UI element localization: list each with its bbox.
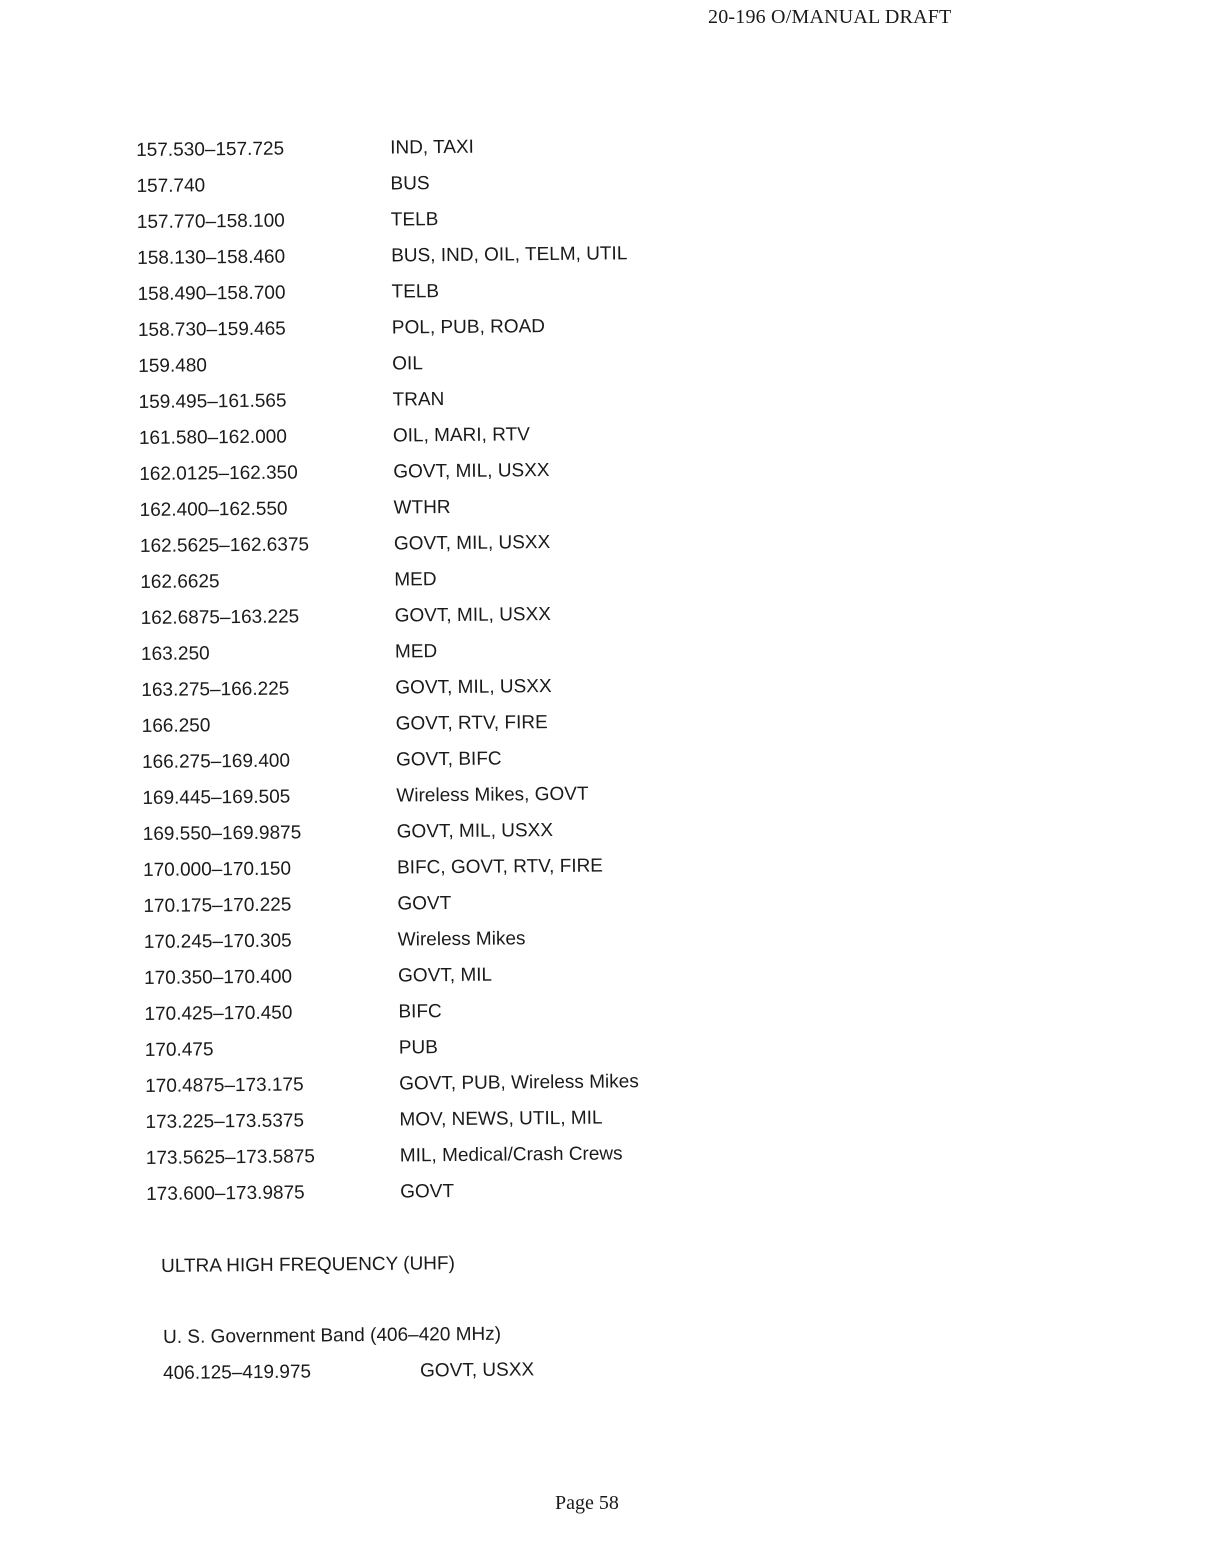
allocation-row <box>142 775 742 817</box>
service-users: GOVT, MIL, USXX <box>393 460 550 483</box>
service-users: GOVT, USXX <box>419 1359 535 1382</box>
page-number: Page 58 <box>555 1492 619 1514</box>
frequency-range: 158.130–158.460 <box>137 246 286 269</box>
service-users: GOVT <box>400 1180 455 1203</box>
allocation-row <box>140 523 740 565</box>
frequency-range: 173.600–173.9875 <box>146 1182 305 1205</box>
frequency-range: 170.4875–173.175 <box>145 1074 304 1097</box>
allocation-row <box>141 631 741 673</box>
frequency-range: 159.495–161.565 <box>138 390 287 413</box>
service-users: GOVT, MIL <box>398 964 493 987</box>
allocation-row <box>144 991 744 1033</box>
service-users: Wireless Mikes <box>397 928 526 951</box>
allocation-row <box>143 883 743 925</box>
allocation-row <box>138 343 738 385</box>
service-users: TRAN <box>392 389 445 411</box>
service-users: TELB <box>390 209 439 231</box>
frequency-range: 406.125–419.975 <box>163 1361 312 1384</box>
service-users: BIFC <box>398 1001 442 1023</box>
allocation-row <box>144 919 744 961</box>
service-users: GOVT, PUB, Wireless Mikes <box>399 1071 639 1095</box>
allocation-row <box>136 163 736 205</box>
frequency-range: 166.275–169.400 <box>141 750 291 773</box>
frequency-range: 157.740 <box>136 175 206 197</box>
frequency-range: 173.5625–173.5875 <box>145 1146 315 1169</box>
frequency-range: 162.400–162.550 <box>139 498 288 521</box>
frequency-range: 162.0125–162.350 <box>139 462 298 485</box>
page-header: 20-196 O/MANUAL DRAFT <box>708 6 952 28</box>
frequency-range: 163.275–166.225 <box>141 678 290 701</box>
frequency-range: 162.6875–163.225 <box>140 606 300 629</box>
service-users: Wireless Mikes, GOVT <box>396 783 589 807</box>
service-users: BUS <box>390 173 430 195</box>
allocation-row <box>139 451 739 493</box>
allocation-row <box>144 955 744 997</box>
allocation-row <box>141 667 741 709</box>
frequency-range: 158.490–158.700 <box>137 282 286 305</box>
frequency-range: 170.475 <box>144 1039 214 1061</box>
frequency-range: 162.5625–162.6375 <box>139 534 310 557</box>
allocation-row <box>146 1135 746 1177</box>
service-users: BUS, IND, OIL, TELM, UTIL <box>391 243 628 267</box>
service-users: GOVT, RTV, FIRE <box>395 712 548 735</box>
frequency-range: 159.480 <box>138 355 208 377</box>
allocation-row <box>142 739 742 781</box>
service-users: GOVT, MIL, USXX <box>396 820 554 843</box>
service-users: GOVT, MIL, USXX <box>395 676 552 699</box>
allocation-row <box>137 235 737 277</box>
frequency-range: 170.350–170.400 <box>144 966 293 989</box>
frequency-range: 161.580–162.000 <box>138 426 287 449</box>
service-users: GOVT, BIFC <box>395 748 502 771</box>
frequency-range: 166.250 <box>141 715 211 737</box>
service-users: GOVT, MIL, USXX <box>394 604 552 627</box>
allocation-row <box>145 1027 745 1069</box>
allocation-row <box>145 1099 745 1141</box>
allocation-row <box>146 1171 746 1213</box>
frequency-range: 170.245–170.305 <box>143 930 292 953</box>
frequency-range: 169.550–169.9875 <box>142 822 302 845</box>
band-title: U. S. Government Band (406–420 MHz) <box>163 1323 502 1348</box>
allocation-row <box>137 271 737 313</box>
frequency-range: 163.250 <box>140 643 210 665</box>
frequency-range: 170.000–170.150 <box>142 858 292 881</box>
allocation-row <box>137 199 737 241</box>
service-users: POL, PUB, ROAD <box>391 316 546 339</box>
allocation-row <box>138 307 738 349</box>
frequency-range: 158.730–159.465 <box>137 318 286 341</box>
allocation-row <box>143 811 743 853</box>
uhf-section-heading: ULTRA HIGH FREQUENCY (UHF) <box>161 1253 456 1277</box>
service-users: MOV, NEWS, UTIL, MIL <box>399 1107 603 1131</box>
allocation-row <box>145 1063 745 1105</box>
service-users: PUB <box>398 1037 438 1059</box>
allocation-row <box>139 487 739 529</box>
allocation-row <box>140 559 740 601</box>
allocation-row <box>140 595 740 637</box>
frequency-range: 170.425–170.450 <box>144 1002 293 1025</box>
service-users: GOVT <box>397 893 452 915</box>
service-users: GOVT, MIL, USXX <box>393 532 551 555</box>
allocation-row <box>139 415 739 457</box>
allocation-row <box>143 847 743 889</box>
frequency-range: 173.225–173.5375 <box>145 1110 305 1133</box>
service-users: IND, TAXI <box>390 136 475 159</box>
service-users: TELB <box>391 281 440 303</box>
service-users: BIFC, GOVT, RTV, FIRE <box>396 855 604 879</box>
allocation-row <box>142 703 742 745</box>
allocation-row <box>136 127 736 169</box>
service-users: MIL, Medical/Crash Crews <box>399 1143 623 1167</box>
service-users: OIL <box>392 353 423 375</box>
service-users: OIL, MARI, RTV <box>392 424 530 447</box>
service-users: WTHR <box>393 496 451 519</box>
service-users: MED <box>394 569 437 591</box>
frequency-range: 170.175–170.225 <box>143 894 292 917</box>
frequency-range: 169.445–169.505 <box>142 786 291 809</box>
frequency-range: 157.530–157.725 <box>136 138 285 161</box>
frequency-allocation-table <box>136 127 746 1213</box>
band-allocation-row <box>163 1358 663 1393</box>
service-users: MED <box>394 641 438 663</box>
frequency-range: 162.6625 <box>140 571 220 593</box>
allocation-row <box>138 379 738 421</box>
frequency-range: 157.770–158.100 <box>136 210 285 233</box>
